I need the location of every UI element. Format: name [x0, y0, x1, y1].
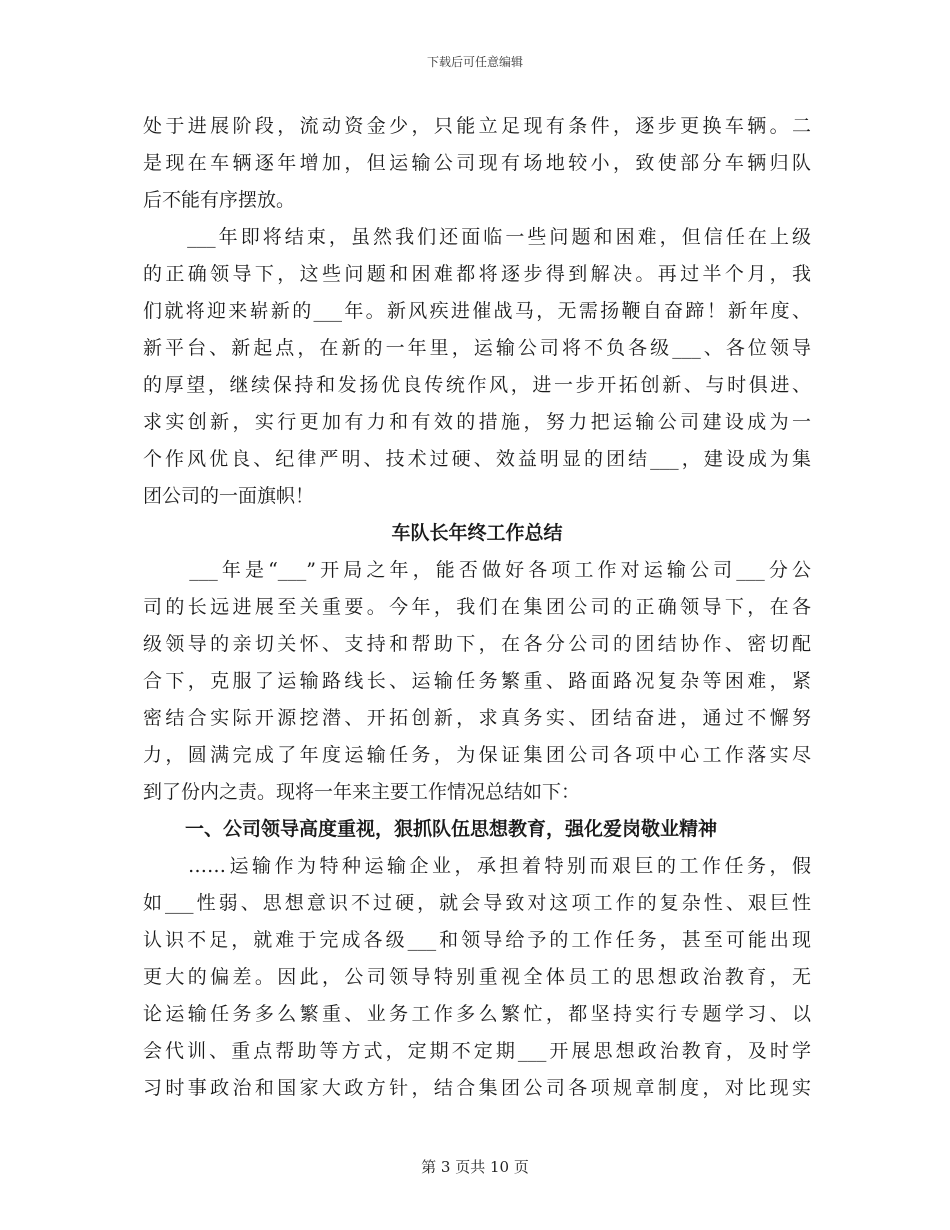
- body-line: 的厚望，继续保持和发扬优良传统作风，进一步开拓创新、与时俱进、: [143, 374, 811, 396]
- document-title: 车队长年终工作总结: [391, 522, 563, 544]
- body-line: 习时事政治和国家大政方针，结合集团公司各项规章制度，对比现实: [143, 1077, 811, 1099]
- page-number: 第 3 页共 10 页: [421, 1158, 529, 1176]
- body-line: 密结合实际开源挖潜、开拓创新，求真务实、团结奋进，通过不懈努: [143, 707, 811, 729]
- body-line: ___年即将结束，虽然我们还面临一些问题和困难，但信任在上级: [143, 226, 811, 248]
- body-line: 团公司的一面旗帜！: [143, 485, 315, 507]
- page-header: 下载后可任意编辑: [426, 55, 523, 69]
- body-line: 到了份内之责。现将一年来主要工作情况总结如下：: [143, 781, 581, 803]
- body-line: ……运输作为特种运输企业，承担着特别而艰巨的工作任务，假: [143, 855, 811, 877]
- body-line: 级领导的亲切关怀、支持和帮助下，在各分公司的团结协作、密切配: [143, 633, 811, 655]
- body-line: 个作风优良、纪律严明、技术过硬、效益明显的团结___，建设成为集: [143, 448, 811, 470]
- body-line: 力，圆满完成了年度运输任务，为保证集团公司各项中心工作落实尽: [143, 744, 811, 766]
- body-line: 求实创新，实行更加有力和有效的措施，努力把运输公司建设成为一: [143, 411, 811, 433]
- body-line: 是现在车辆逐年增加，但运输公司现有场地较小，致使部分车辆归队: [143, 152, 811, 174]
- body-line: 认识不足，就难于完成各级___和领导给予的工作任务，甚至可能出现: [143, 929, 811, 951]
- body-line: 如___性弱、思想意识不过硬，就会导致对这项工作的复杂性、艰巨性: [143, 892, 811, 914]
- body-line: 处于进展阶段，流动资金少，只能立足现有条件，逐步更换车辆。二: [143, 115, 811, 137]
- body-line: 的正确领导下，这些问题和困难都将逐步得到解决。再过半个月，我: [143, 263, 811, 285]
- body-line: 后不能有序摆放。: [143, 189, 296, 211]
- body-line: ___年是“___”开局之年，能否做好各项工作对运输公司___分公: [143, 559, 811, 581]
- body-line: 会代训、重点帮助等方式，定期不定期___开展思想政治教育，及时学: [143, 1040, 811, 1062]
- body-line: 论运输任务多么繁重、业务工作多么繁忙，都坚持实行专题学习、以: [143, 1003, 811, 1025]
- body-line: 更大的偏差。因此，公司领导特别重视全体员工的思想政治教育，无: [143, 966, 811, 988]
- body-line: 司的长远进展至关重要。今年，我们在集团公司的正确领导下，在各: [143, 596, 811, 618]
- body-line: 们就将迎来崭新的___年。新风疾进催战马，无需扬鞭自奋蹄！新年度、: [143, 300, 811, 322]
- body-line: 合下，克服了运输路线长、运输任务繁重、路面路况复杂等困难，紧: [143, 670, 811, 692]
- document-body: [143, 108, 811, 1107]
- section-heading: 一、公司领导高度重视，狠抓队伍思想教育，强化爱岗敬业精神: [185, 818, 718, 840]
- body-line: 新平台、新起点，在新的一年里，运输公司将不负各级___、各位领导: [143, 337, 811, 359]
